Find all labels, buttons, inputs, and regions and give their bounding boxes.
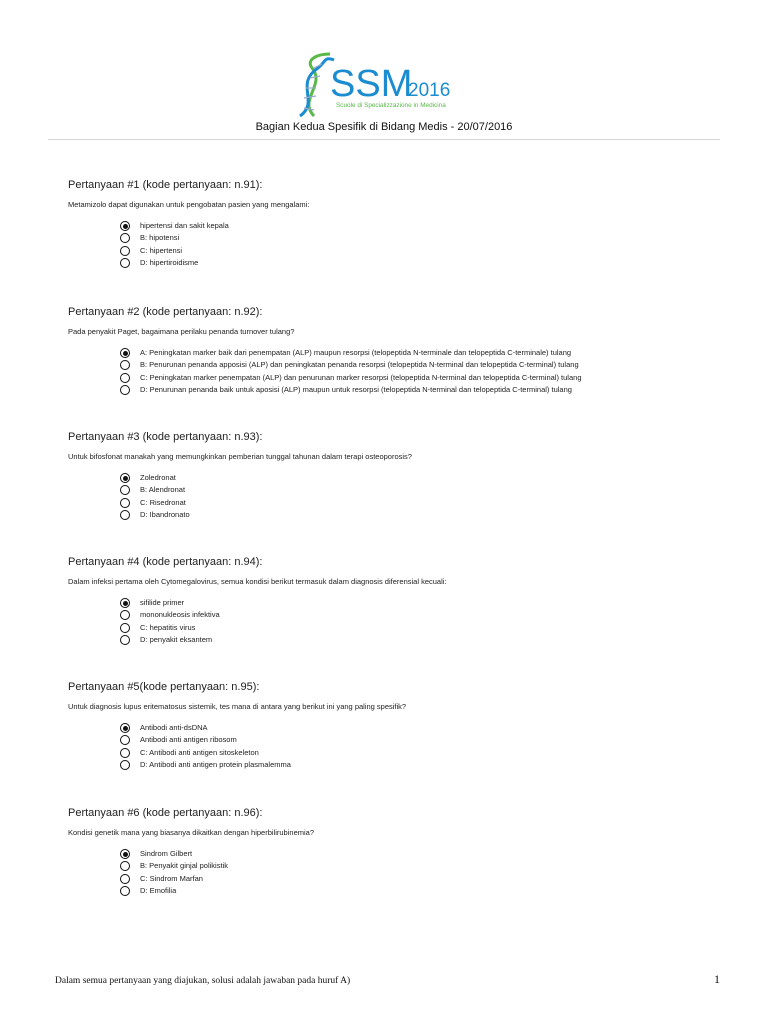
answer-option[interactable] xyxy=(120,359,582,371)
answer-option-label: sifilide primer xyxy=(140,598,185,607)
radio-unchecked-icon[interactable] xyxy=(120,258,130,268)
answer-option-label: B: hipotensi xyxy=(140,233,180,243)
radio-unchecked-icon[interactable] xyxy=(120,510,130,520)
question-title: Pertanyaan #1 (kode pertanyaan: n.91): xyxy=(68,179,263,191)
question-text: Untuk diagnosis lupus eritematosus sistemik, tes mana di antara yang berikut ini yang paling spesifik? xyxy=(68,702,407,711)
radio-unchecked-icon[interactable] xyxy=(120,748,130,758)
question-block xyxy=(68,305,728,395)
answer-options xyxy=(120,722,291,772)
answer-option-label: D: Penurunan penanda baik untuk aposisi (ALP) maupun untuk resorpsi (telopeptida N-terminal dan telopeptida C-terminal) tulang xyxy=(140,385,572,395)
radio-unchecked-icon[interactable] xyxy=(120,246,130,256)
answer-option[interactable] xyxy=(120,873,228,885)
answer-option-label: D: penyakit eksantem xyxy=(140,635,213,645)
answer-option-label: C: Risedronat xyxy=(140,497,186,507)
question-block xyxy=(68,178,728,268)
question-title: Pertanyaan #2 (kode pertanyaan: n.92): xyxy=(68,306,263,318)
radio-unchecked-icon[interactable] xyxy=(120,623,130,633)
document-title: Bagian Kedua Spesifik di Bidang Medis - 20/07/2016 xyxy=(255,121,513,133)
question-text: Pada penyakit Paget, bagaimana perilaku penanda turnover tulang? xyxy=(68,327,295,336)
answer-option-label: Zoledronat xyxy=(140,473,176,482)
answer-option[interactable] xyxy=(120,609,220,621)
logo-text: SSM xyxy=(330,63,413,105)
question-title: Pertanyaan #3 (kode pertanyaan: n.93): xyxy=(68,431,263,443)
radio-unchecked-icon[interactable] xyxy=(120,886,130,896)
radio-unchecked-icon[interactable] xyxy=(120,360,130,370)
radio-unchecked-icon[interactable] xyxy=(120,760,130,770)
answer-option[interactable] xyxy=(120,622,220,634)
answer-option-label: C: Sindrom Marfan xyxy=(140,873,203,883)
answer-option-label: D: Antibodi anti antigen protein plasmalemma xyxy=(140,760,291,770)
question-block xyxy=(68,806,728,896)
logo-year: 2016 xyxy=(408,80,451,101)
answer-options xyxy=(120,220,229,270)
page-number: 1 xyxy=(714,972,720,986)
answer-option-label: D: Ibandronato xyxy=(140,510,190,520)
radio-checked-icon[interactable] xyxy=(120,598,130,608)
radio-unchecked-icon[interactable] xyxy=(120,385,130,395)
answer-option-label: C: hepatitis virus xyxy=(140,622,196,632)
answer-option-label: D: hipertiroidisme xyxy=(140,258,199,268)
answer-option[interactable] xyxy=(120,722,291,734)
answer-option-label: C: Peningkatan marker penempatan (ALP) dan penurunan marker resorpsi (telopeptida N-terminal dan telopeptida C-terminal) tulang xyxy=(140,372,582,382)
question-text: Dalam infeksi pertama oleh Cytomegalovirus, semua kondisi berikut termasuk dalam diagnosis diferensial kecuali: xyxy=(68,577,447,586)
ssm-logo xyxy=(290,50,490,122)
answer-option[interactable] xyxy=(120,372,582,384)
answer-option-label: mononukleosis infektiva xyxy=(140,610,220,620)
radio-unchecked-icon[interactable] xyxy=(120,735,130,745)
answer-option-label: Antibodi anti-dsDNA xyxy=(140,723,208,732)
answer-option[interactable] xyxy=(120,734,291,746)
answer-options xyxy=(120,472,190,522)
question-title: Pertanyaan #6 (kode pertanyaan: n.96): xyxy=(68,807,263,819)
question-text: Kondisi genetik mana yang biasanya dikaitkan dengan hiperbilirubinemia? xyxy=(68,828,314,837)
answer-option[interactable] xyxy=(120,759,291,771)
answer-option-label: C: hipertensi xyxy=(140,245,183,255)
answer-options xyxy=(120,848,228,898)
radio-unchecked-icon[interactable] xyxy=(120,233,130,243)
answer-option[interactable] xyxy=(120,509,190,521)
logo-subtitle: Scuole di Specializzazione in Medicina xyxy=(336,102,446,109)
answer-option-label: B: Alendronat xyxy=(140,485,186,495)
answer-option-label: A: Peningkatan marker baik dari penempatan (ALP) maupun resorpsi (telopeptida N-terminale dan telopeptida C-terminale) tulang xyxy=(140,348,572,357)
question-text: Metamizolo dapat digunakan untuk pengobatan pasien yang mengalami: xyxy=(68,200,310,209)
radio-unchecked-icon[interactable] xyxy=(120,635,130,645)
answer-option-label: Antibodi anti antigen ribosom xyxy=(140,735,237,745)
answer-option[interactable] xyxy=(120,347,582,359)
question-block xyxy=(68,680,728,770)
answer-option-label: C: Antibodi anti antigen sitoskeleton xyxy=(140,747,259,757)
answer-options xyxy=(120,597,220,647)
answer-option[interactable] xyxy=(120,860,228,872)
radio-checked-icon[interactable] xyxy=(120,348,130,358)
page-header xyxy=(0,0,768,150)
answer-option[interactable] xyxy=(120,634,220,646)
question-text: Untuk bifosfonat manakah yang memungkinkan pemberian tunggal tahunan dalam terapi osteoporosis? xyxy=(68,452,412,461)
radio-unchecked-icon[interactable] xyxy=(120,610,130,620)
question-title: Pertanyaan #5(kode pertanyaan: n.95): xyxy=(68,681,260,693)
radio-unchecked-icon[interactable] xyxy=(120,485,130,495)
header-divider xyxy=(48,139,720,140)
answer-option[interactable] xyxy=(120,747,291,759)
answer-option[interactable] xyxy=(120,472,190,484)
radio-unchecked-icon[interactable] xyxy=(120,861,130,871)
question-block xyxy=(68,430,728,520)
radio-checked-icon[interactable] xyxy=(120,723,130,733)
footer-note: Dalam semua pertanyaan yang diajukan, solusi adalah jawaban pada huruf A) xyxy=(55,976,351,986)
answer-option-label: hipertensi dan sakit kepala xyxy=(140,221,229,230)
answer-option[interactable] xyxy=(120,484,190,496)
radio-checked-icon[interactable] xyxy=(120,473,130,483)
dna-helix-icon xyxy=(300,54,334,116)
answer-option-label: Sindrom Gilbert xyxy=(140,849,193,858)
answer-options xyxy=(120,347,582,397)
answer-option[interactable] xyxy=(120,384,582,396)
question-block xyxy=(68,555,728,645)
answer-option[interactable] xyxy=(120,885,228,897)
answer-option[interactable] xyxy=(120,220,229,232)
answer-option-label: D: Emofilia xyxy=(140,886,177,896)
radio-unchecked-icon[interactable] xyxy=(120,498,130,508)
answer-option[interactable] xyxy=(120,232,229,244)
radio-checked-icon[interactable] xyxy=(120,221,130,231)
radio-unchecked-icon[interactable] xyxy=(120,373,130,383)
answer-option[interactable] xyxy=(120,257,229,269)
answer-option-label: B: Penyakit ginjal polikistik xyxy=(140,861,228,871)
question-title: Pertanyaan #4 (kode pertanyaan: n.94): xyxy=(68,556,263,568)
answer-option[interactable] xyxy=(120,497,190,509)
answer-option[interactable] xyxy=(120,245,229,257)
radio-unchecked-icon[interactable] xyxy=(120,874,130,884)
answer-option[interactable] xyxy=(120,597,220,609)
answer-option-label: B: Penurunan penanda apposisi (ALP) dan peningkatan penanda resorpsi (telopeptida N-terminal dan telopeptida C-terminal) tulang xyxy=(140,360,579,370)
radio-checked-icon[interactable] xyxy=(120,849,130,859)
answer-option[interactable] xyxy=(120,848,228,860)
